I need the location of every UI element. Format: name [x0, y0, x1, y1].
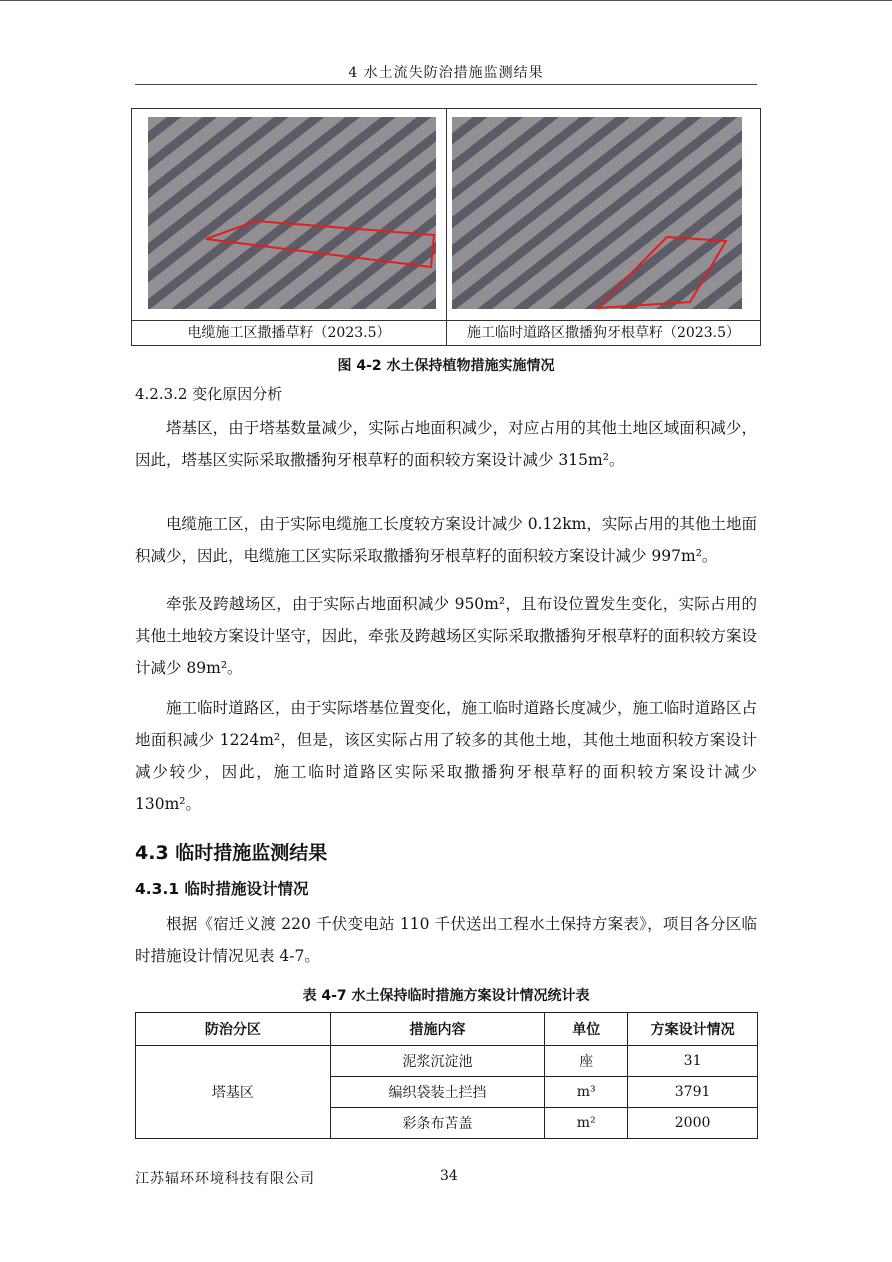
- column-header: 措施内容: [330, 1013, 545, 1046]
- table-header-row: [136, 1013, 758, 1046]
- photo-caption-left: 电缆施工区撒播草籽（2023.5）: [187, 325, 391, 341]
- column-header: 方案设计情况: [628, 1013, 758, 1046]
- measure-cell: 编织袋装土拦挡: [330, 1077, 545, 1108]
- photo-caption-right: 施工临时道路区撒播狗牙根草籽（2023.5）: [467, 325, 740, 341]
- temporary-measures-table: [135, 1012, 758, 1139]
- footer-company: 江苏辐环环境科技有限公司: [135, 1171, 315, 1187]
- figure-divider: [446, 109, 447, 345]
- unit-cell: m²: [545, 1108, 628, 1139]
- unit-cell: 座: [545, 1046, 628, 1077]
- figure-title: 图 4-2 水土保持植物措施实施情况: [337, 358, 555, 374]
- table-row: [136, 1046, 758, 1077]
- unit-cell: m³: [545, 1077, 628, 1108]
- header-rule: [135, 84, 757, 85]
- section-heading-43: 4.3 临时措施监测结果: [135, 842, 328, 864]
- zone-cell: 塔基区: [136, 1046, 331, 1139]
- page-top-border: [0, 0, 892, 1]
- page-number: 34: [440, 1168, 458, 1184]
- figure-photo-table: [131, 108, 761, 346]
- measure-cell: 彩条布苫盖: [330, 1108, 545, 1139]
- measure-cell: 泥浆沉淀池: [330, 1046, 545, 1077]
- section-heading-4232: 4.2.3.2 变化原因分析: [135, 385, 283, 403]
- section-heading-431: 4.3.1 临时措施设计情况: [135, 880, 309, 898]
- highlight-outline: [452, 117, 742, 309]
- paragraph-temp-road-area: 施工临时道路区，由于实际塔基位置变化，施工临时道路长度减少，施工临时道路区占地面积减少 1224m²，但是，该区实际占用了较多的其他土地，其他土地面积较方案设计减少较少，因此，施工临时道路区实际采取撒播狗牙根草籽的面积较方案设计减少 130m²。: [135, 699, 757, 813]
- table-title: 表 4-7 水土保持临时措施方案设计情况统计表: [302, 988, 590, 1004]
- caption-row-border: [132, 320, 760, 321]
- value-cell: 3791: [628, 1077, 758, 1108]
- photo-temporary-road-area: [452, 117, 742, 309]
- column-header: 防治分区: [136, 1013, 331, 1046]
- paragraph-design: 根据《宿迁义渡 220 千伏变电站 110 千伏送出工程水土保持方案表》，项目各分区临时措施设计情况见表 4-7。: [135, 915, 757, 965]
- value-cell: 2000: [628, 1108, 758, 1139]
- paragraph-tower-area: 塔基区，由于塔基数量减少，实际占地面积减少，对应占用的其他土地区域面积减少，因此，塔基区实际采取撒播狗牙根草籽的面积较方案设计减少 315m²。: [135, 419, 757, 469]
- photo-cable-construction-area: [148, 117, 436, 309]
- column-header: 单位: [545, 1013, 628, 1046]
- paragraph-tension-area: 牵张及跨越场区，由于实际占地面积减少 950m²，且布设位置发生变化，实际占用的其他土地较方案设计坚守，因此，牵张及跨越场区实际采取撒播狗牙根草籽的面积较方案设计减少 89m²。: [135, 595, 757, 677]
- value-cell: 31: [628, 1046, 758, 1077]
- paragraph-cable-area: 电缆施工区，由于实际电缆施工长度较方案设计减少 0.12km，实际占用的其他土地面积减少，因此，电缆施工区实际采取撒播狗牙根草籽的面积较方案设计减少 997m²。: [135, 515, 757, 565]
- running-header: 4 水土流失防治措施监测结果: [348, 65, 544, 81]
- highlight-outline: [148, 117, 436, 309]
